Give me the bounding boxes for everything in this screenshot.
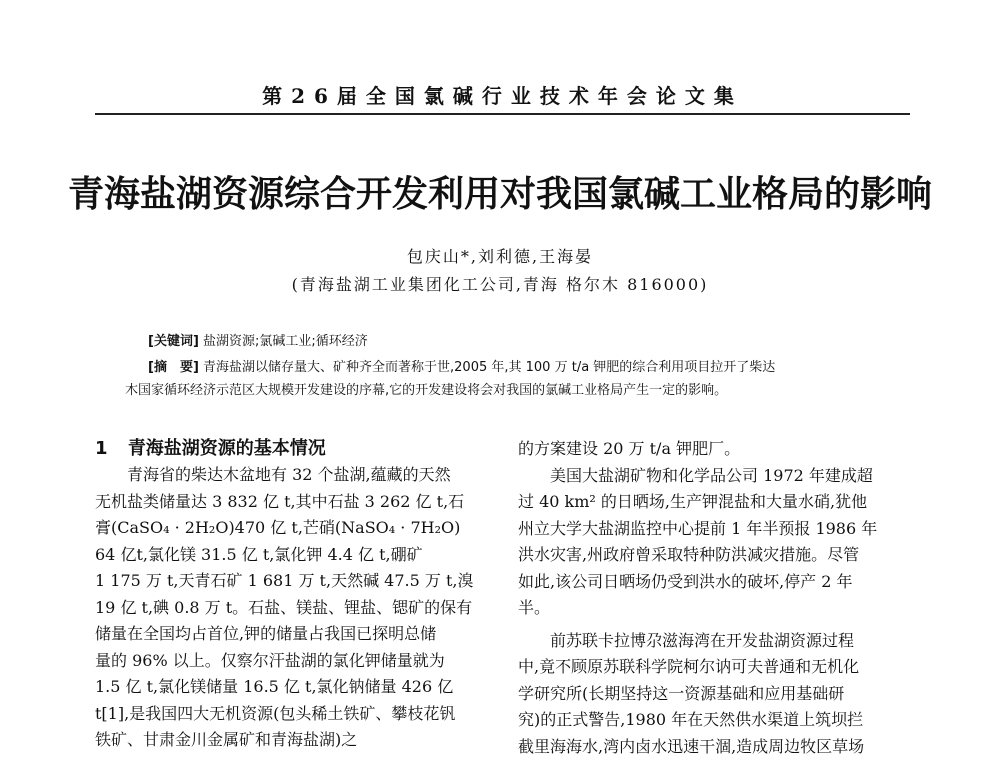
right-column <box>518 436 918 760</box>
header-rule <box>95 113 910 115</box>
body-line: 青海省的柴达木盆地有 32 个盐湖,蕴藏的天然 <box>127 465 451 484</box>
section-heading <box>95 436 495 462</box>
body-line: 前苏联卡拉博尕滋海湾在开发盐湖资源过程 <box>550 630 855 650</box>
body-line: 1 175 万 t,天青石矿 1 681 万 t,天然碱 47.5 万 t,溴 <box>95 571 474 590</box>
body-line: 究)的正式警告,1980 年在天然供水渠道上筑坝拦 <box>518 710 864 729</box>
body-line: 的方案建设 20 万 t/a 钾肥厂。 <box>518 439 741 458</box>
keywords-text: 盐湖资源;氯碱工业;循环经济 <box>203 334 368 349</box>
left-column <box>95 436 495 754</box>
section-number: 1 <box>95 438 108 459</box>
body-line: 州立大学大盐湖监控中心提前 1 年半预报 1986 年 <box>518 518 878 538</box>
body-line: 学研究所(长期坚持这一资源基础和应用基础研 <box>518 683 845 703</box>
abstract-line-1: 青海盐湖以储存量大、矿种齐全而著称于世,2005 年,其 100 万 t/a 钾肥的综合利用项目拉开了柴达 <box>203 360 776 375</box>
body-line: 过 40 km² 的日晒场,生产钾混盐和大量水硝,犹他 <box>518 492 868 511</box>
authors: 包庆山*,刘利德,王海晏 <box>406 247 594 266</box>
affiliation: (青海盐湖工业集团化工公司,青海 格尔木 816000) <box>291 275 709 294</box>
keywords-label: [关键词] <box>148 334 199 349</box>
body-line: 洪水灾害,州政府曾采取特种防洪减灾措施。尽管 <box>518 545 860 564</box>
body-line: 如此,该公司日晒场仍受到洪水的破坏,停产 2 年 <box>518 571 853 591</box>
body-line: 美国大盐湖矿物和化学品公司 1972 年建成超 <box>550 465 873 485</box>
body-line: 量的 96% 以上。仅察尔汗盐湖的氯化钾储量就为 <box>95 650 445 670</box>
body-line: 铁矿、甘肃金川金属矿和青海盐湖)之 <box>95 730 358 749</box>
body-line: t[1],是我国四大无机资源(包头稀土铁矿、攀枝花钒 <box>95 703 456 723</box>
body-line: 64 亿t,氯化镁 31.5 亿 t,氯化钾 4.4 亿 t,硼矿 <box>95 544 423 564</box>
body-line: 1.5 亿 t,氯化镁储量 16.5 亿 t,氯化钠储量 426 亿 <box>95 677 454 696</box>
abstract <box>125 356 885 402</box>
section-title: 青海盐湖资源的基本情况 <box>127 438 326 459</box>
body-line: 膏(CaSO₄ · 2H₂O)470 亿 t,芒硝(NaSO₄ · 7H₂O) <box>95 518 461 537</box>
running-header: 第26届全国氯碱行业技术年会论文集 <box>262 84 743 108</box>
keywords <box>148 330 368 349</box>
body-line: 中,竟不顾原苏联科学院柯尔讷可夫普通和无机化 <box>518 657 860 676</box>
body-line: 截里海海水,湾内卤水迅速干涸,造成周边牧区草场 <box>518 736 865 756</box>
body-line: 半。 <box>518 598 551 617</box>
body-line: 储量在全国均占首位,钾的储量占我国已探明总储 <box>95 624 437 643</box>
abstract-label: [摘 要] <box>148 360 199 375</box>
body-line: 19 亿 t,碘 0.8 万 t。石盐、镁盐、锂盐、锶矿的保有 <box>95 597 473 617</box>
abstract-line-2: 木国家循环经济示范区大规模开发建设的序幕,它的开发建设将会对我国的氯碱工业格局产生一定的影响。 <box>125 383 728 398</box>
body-line: 无机盐类储量达 3 832 亿 t,其中石盐 3 262 亿 t,石 <box>95 491 465 511</box>
paper-title: 青海盐湖资源综合开发利用对我国氯碱工业格局的影响 <box>67 174 932 215</box>
